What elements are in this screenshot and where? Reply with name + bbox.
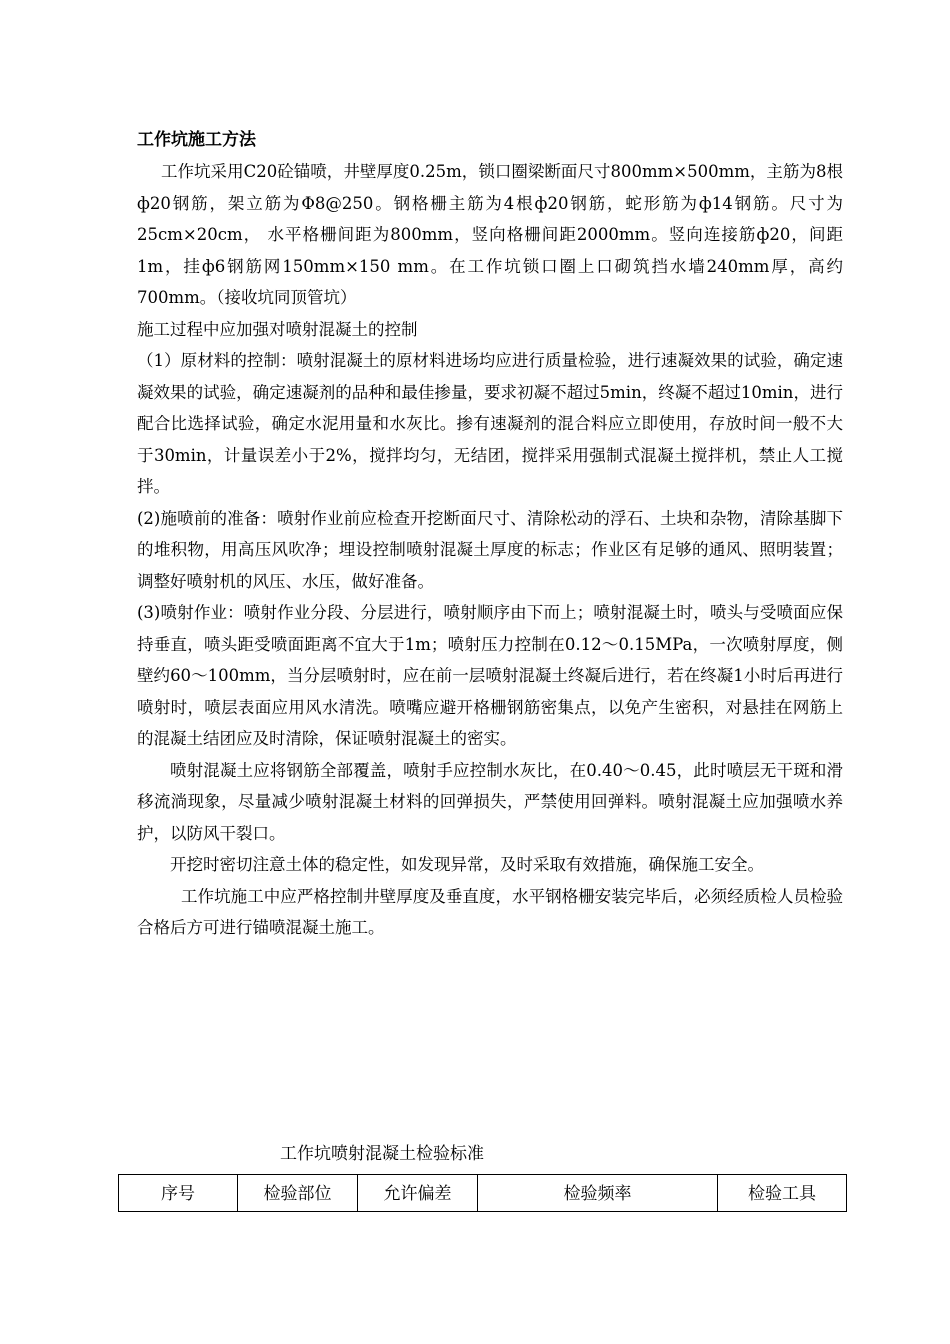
header-tolerance: 允许偏差 <box>358 1175 478 1212</box>
paragraph-coverage: 喷射混凝土应将钢筋全部覆盖，喷射手应控制水灰比，在0.40～0.45，此时喷层无干斑和滑移流淌现象，尽量减少喷射混凝土材料的回弹损失，严禁使用回弹料。喷射混凝土应加强喷水养护，以防风干裂口。 <box>137 760 843 843</box>
header-frequency: 检验频率 <box>478 1175 718 1212</box>
paragraph-raw-materials: （1）原材料的控制：喷射混凝土的原材料进场均应进行质量检验，进行速凝效果的试验，确定速凝效果的试验，确定速凝剂的品种和最佳掺量，要求初凝不超过5min，终凝不超过10min，进行配合比选择试验，确定水泥用量和水灰比。掺有速凝剂的混合料应立即使用，存放时间一般不大于30min，计量误差小于2%，搅拌均匀，无结团，搅拌采用强制式混凝土搅拌机，禁止人工搅拌。 <box>137 351 843 496</box>
paragraph-inspection: 工作坑施工中应严格控制井壁厚度及垂直度，水平钢格栅安装完毕后，必须经质检人员检验合格后方可进行锚喷混凝土施工。 <box>137 886 843 937</box>
document-body <box>137 124 843 944</box>
header-serial: 序号 <box>119 1175 238 1212</box>
paragraph-preparation: (2)施喷前的准备：喷射作业前应检查开挖断面尺寸、清除松动的浮石、土块和杂物，清除基脚下的堆积物，用高压风吹净；埋设控制喷射混凝土厚度的标志；作业区有足够的通风、照明装置；调整好喷射机的风压、水压，做好准备。 <box>137 508 843 591</box>
table-title: 工作坑喷射混凝土检验标准 <box>280 1144 484 1164</box>
inspection-table <box>118 1174 847 1212</box>
paragraph-pit-method: 工作坑采用C20砼锚喷，井壁厚度0.25m，锁口圈梁断面尺寸800mm×500mm，主筋为8根ф20钢筋，架立筋为Φ8@250。钢格栅主筋为4根ф20钢筋，蛇形筋为ф14钢筋。尺寸为25cm×20cm， 水平格栅间距为800mm，竖向格栅间距2000mm。竖向连接筋ф20，间距1m，挂ф6钢筋网150mm×150 mm。在工作坑锁口圈上口砌筑挡水墙240mm厚，高约700mm。（接收坑同顶管坑） <box>137 162 843 307</box>
header-tools: 检验工具 <box>718 1175 847 1212</box>
paragraph-control-intro: 施工过程中应加强对喷射混凝土的控制 <box>137 319 418 339</box>
paragraph-spraying: (3)喷射作业：喷射作业分段、分层进行，喷射顺序由下而上；喷射混凝土时，喷头与受喷面应保持垂直，喷头距受喷面距离不宜大于1m；喷射压力控制在0.12～0.15MPa，一次喷射厚度，侧壁约60～100mm，当分层喷射时，应在前一层喷射混凝土终凝后进行，若在终凝1小时后再进行喷射时，喷层表面应用风水清洗。喷嘴应避开格栅钢筋密集点，以免产生密积，对悬挂在网筋上的混凝土结团应及时清除，保证喷射混凝土的密实。 <box>137 603 843 748</box>
section-heading: 工作坑施工方法 <box>137 130 256 150</box>
table-header-row <box>119 1175 847 1212</box>
paragraph-stability: 开挖时密切注意土体的稳定性，如发现异常，及时采取有效措施，确保施工安全。 <box>170 855 764 874</box>
header-location: 检验部位 <box>238 1175 358 1212</box>
